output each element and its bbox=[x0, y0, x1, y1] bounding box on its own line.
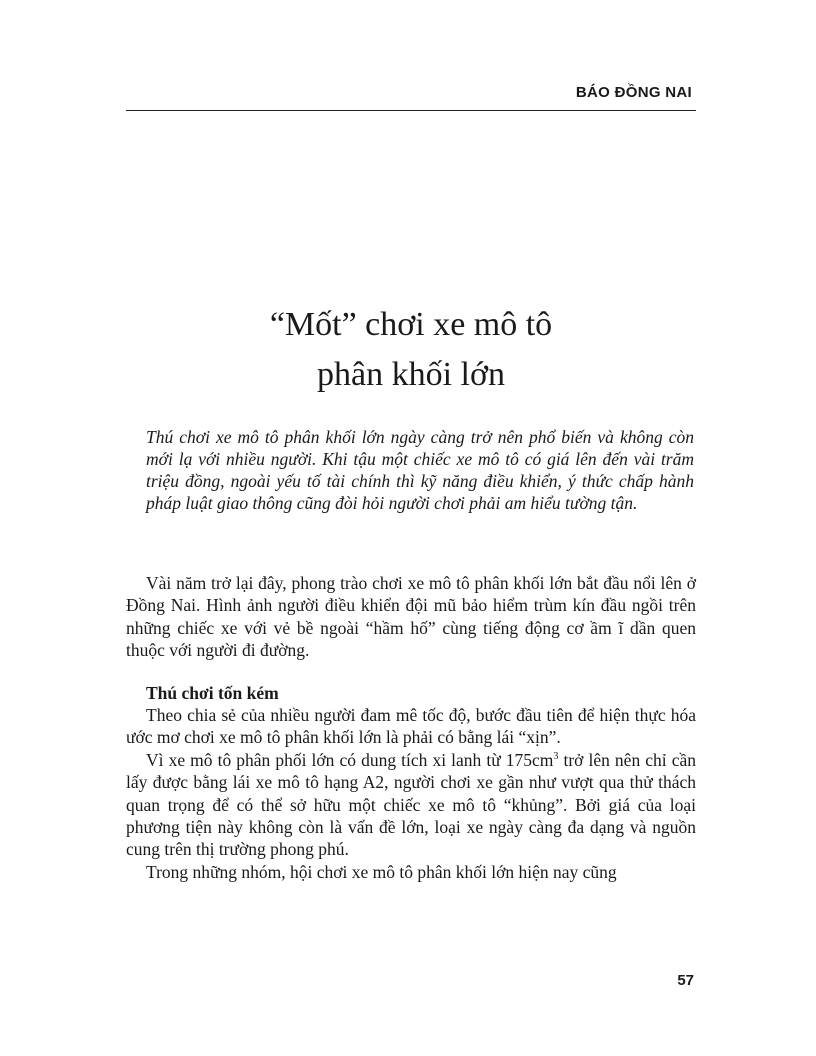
body-paragraph-3-text-a: Vì xe mô tô phân phối lớn có dung tích xi lanh từ 175cm bbox=[146, 749, 554, 770]
header-section-title: BÁO ĐỒNG NAI bbox=[575, 84, 692, 101]
body-paragraph-2: Theo chia sẻ của nhiều người đam mê tốc độ, bước đầu tiên để hiện thực hóa ước mơ chơi xe mô tô phân khối lớn là phải có bằng lái “xịn”. bbox=[126, 705, 696, 748]
article-body bbox=[126, 572, 696, 883]
page-number: 57 bbox=[677, 972, 694, 989]
superscript-three: 3 bbox=[553, 751, 559, 763]
article-title bbox=[126, 300, 696, 400]
body-paragraph-3-text-b: trở lên nên chỉ cần lấy được bằng lái xe mô tô hạng A2, người chơi xe gần như vượt qua thử thách quan trọng để có thể sở hữu một chiếc xe mô tô “khủng”. Bởi giá của loại phương tiện này không còn là vấn đề lớn, loại xe ngày càng đa dạng và nguồn cung trên thị trường phong phú. bbox=[126, 749, 696, 860]
running-header bbox=[126, 84, 696, 111]
body-paragraph-3 bbox=[126, 749, 696, 861]
body-paragraph-1: Vài năm trở lại đây, phong trào chơi xe mô tô phân khối lớn bắt đầu nổi lên ở Đồng Nai. Hình ảnh người điều khiển đội mũ bảo hiểm trùm kín đầu ngồi trên những chiếc xe với vẻ bề ngoài “hầm hố” cùng tiếng động cơ ầm ĩ dần quen thuộc với người đi đường. bbox=[126, 573, 696, 661]
article-title-line-1: “Mốt” chơi xe mô tô bbox=[269, 306, 553, 343]
article-title-line-2: phân khối lớn bbox=[317, 356, 505, 393]
body-paragraph-4: Trong những nhóm, hội chơi xe mô tô phân khối lớn hiện nay cũng bbox=[146, 861, 617, 882]
section-subheading: Thú chơi tốn kém bbox=[146, 682, 279, 703]
article-lead: Thú chơi xe mô tô phân khối lớn ngày càng trở nên phổ biến và không còn mới lạ với nhiều người. Khi tậu một chiếc xe mô tô có giá lên đến vài trăm triệu đồng, ngoài yếu tố tài chính thì kỹ năng điều khiển, ý thức chấp hành pháp luật giao thông cũng đòi hỏi người chơi phải am hiểu tường tận. bbox=[146, 427, 694, 513]
